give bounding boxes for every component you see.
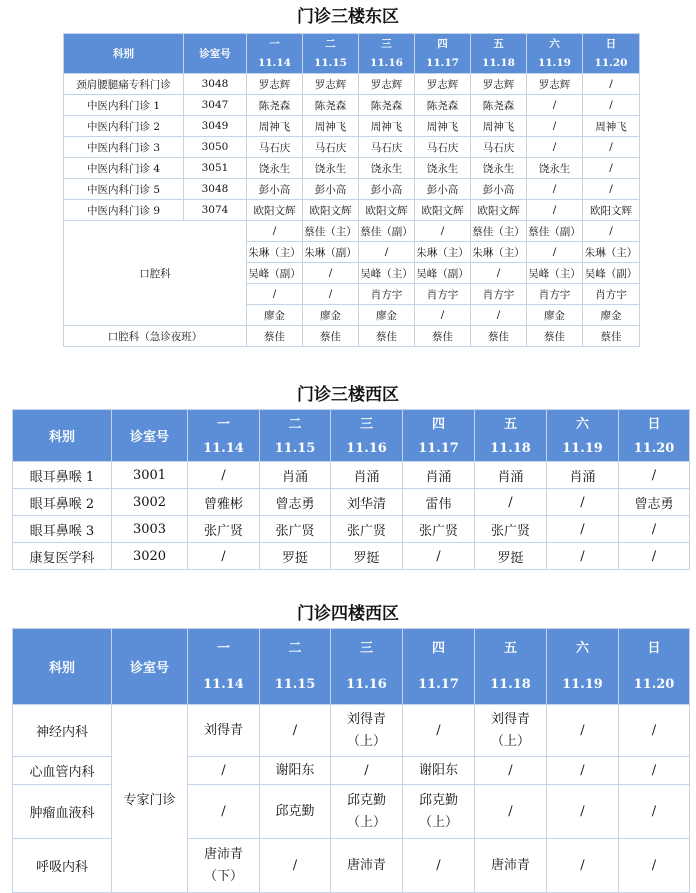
cell-line: （上） — [346, 814, 386, 830]
schedule-cell: 张广贤 — [331, 516, 403, 543]
schedule-cell: 朱琳（主） — [415, 242, 471, 263]
header-day: 一 — [188, 410, 260, 436]
schedule-cell: 周神飞 — [583, 116, 640, 137]
section-title-east3: 门诊三楼东区 — [297, 7, 399, 27]
schedule-cell: / — [527, 95, 583, 116]
schedule-cell: 蔡佳 — [303, 326, 359, 347]
schedule-cell: 张广贤 — [260, 516, 331, 543]
schedule-cell: 彭小高 — [247, 179, 303, 200]
schedule-cell: / — [547, 543, 619, 570]
schedule-cell: 周神飞 — [415, 116, 471, 137]
schedule-cell — [331, 839, 403, 893]
schedule-cell — [475, 757, 547, 785]
schedule-cell: 廖金 — [303, 305, 359, 326]
header-date: 11.17 — [415, 54, 471, 74]
schedule-cell: / — [619, 516, 690, 543]
schedule-cell: 肖方宇 — [359, 284, 415, 305]
schedule-cell — [188, 705, 260, 757]
schedule-cell: 廖金 — [359, 305, 415, 326]
schedule-cell: 朱琳（副） — [303, 242, 359, 263]
header-day: 六 — [547, 410, 619, 436]
cell-line: / — [436, 857, 441, 873]
schedule-cell: 饶永生 — [471, 158, 527, 179]
schedule-cell: / — [475, 489, 547, 516]
cell-line: 邱克勤 — [418, 792, 458, 808]
cell-line: （下） — [203, 868, 243, 884]
cell-line: 邱克勤 — [275, 803, 315, 819]
cell-line: 刘得青 — [490, 711, 530, 727]
cell-line: / — [292, 857, 298, 873]
schedule-cell: 肖方宇 — [415, 284, 471, 305]
schedule-cell — [260, 757, 331, 785]
dept-cell: 颈肩腰腿痛专科门诊 — [64, 74, 184, 95]
schedule-cell: / — [583, 95, 640, 116]
schedule-cell: 饶永生 — [415, 158, 471, 179]
table-row — [64, 221, 640, 242]
schedule-cell: / — [583, 179, 640, 200]
schedule-cell: 吴峰（主） — [359, 263, 415, 284]
schedule-cell: 蔡佳 — [359, 326, 415, 347]
schedule-table-west3 — [12, 409, 690, 570]
schedule-cell: / — [547, 489, 619, 516]
header-date: 11.14 — [188, 436, 260, 462]
schedule-cell: 吴峰（副） — [583, 263, 640, 284]
cell-line: / — [508, 803, 513, 819]
room-cell: 3047 — [184, 95, 247, 116]
schedule-cell: 周神飞 — [247, 116, 303, 137]
schedule-cell: / — [583, 74, 640, 95]
schedule-cell: / — [247, 221, 303, 242]
schedule-cell: / — [527, 137, 583, 158]
dept-cell: 口腔科（急诊夜班） — [64, 326, 247, 347]
schedule-cell: 雷伟 — [403, 489, 475, 516]
schedule-cell: / — [471, 263, 527, 284]
schedule-cell: 陈尧森 — [359, 95, 415, 116]
schedule-cell: 曾志勇 — [619, 489, 690, 516]
schedule-cell: / — [471, 305, 527, 326]
header-date: 11.19 — [547, 436, 619, 462]
cell-line: （上） — [490, 733, 530, 749]
schedule-cell: 肖涌 — [260, 462, 331, 489]
schedule-cell: / — [247, 284, 303, 305]
room-cell: 3051 — [184, 158, 247, 179]
schedule-cell: 罗挺 — [331, 543, 403, 570]
dept-cell: 眼耳鼻喉 2 — [13, 489, 112, 516]
header-day: 五 — [471, 34, 527, 54]
section-title-west3: 门诊三楼西区 — [297, 385, 399, 405]
header-day: 一 — [247, 34, 303, 54]
header-room: 诊室号 — [112, 629, 188, 705]
schedule-cell: 罗挺 — [260, 543, 331, 570]
schedule-cell — [547, 757, 619, 785]
room-cell: 3020 — [112, 543, 188, 570]
header-date: 11.16 — [359, 54, 415, 74]
section-title-west4: 门诊四楼西区 — [297, 604, 399, 624]
schedule-cell: 彭小高 — [359, 179, 415, 200]
schedule-cell: 廖金 — [247, 305, 303, 326]
schedule-cell: 蔡佳 — [527, 326, 583, 347]
table-row — [64, 326, 640, 347]
schedule-cell: 罗挺 — [475, 543, 547, 570]
schedule-cell: 罗志辉 — [415, 74, 471, 95]
room-cell: 3074 — [184, 200, 247, 221]
schedule-cell — [619, 705, 690, 757]
schedule-cell: / — [415, 305, 471, 326]
header-date: 11.20 — [619, 436, 690, 462]
schedule-cell: 罗志辉 — [527, 74, 583, 95]
cell-line: / — [221, 803, 226, 819]
schedule-cell: 朱琳（主） — [471, 242, 527, 263]
schedule-cell: 欧阳文辉 — [583, 200, 640, 221]
schedule-cell — [331, 785, 403, 839]
schedule-cell: 蔡佳 — [415, 326, 471, 347]
schedule-cell: 刘华清 — [331, 489, 403, 516]
header-day: 日 — [583, 34, 640, 54]
cell-line: （上） — [418, 814, 458, 830]
schedule-cell: / — [403, 543, 475, 570]
schedule-cell: 周神飞 — [471, 116, 527, 137]
schedule-cell: 朱琳（主） — [247, 242, 303, 263]
header-dept: 科别 — [13, 629, 112, 705]
schedule-cell: 罗志辉 — [303, 74, 359, 95]
header-day: 五 — [475, 629, 547, 665]
schedule-cell: 蔡佳 — [471, 326, 527, 347]
schedule-cell — [475, 785, 547, 839]
header-day: 四 — [403, 410, 475, 436]
schedule-cell: 蔡佳（副） — [527, 221, 583, 242]
schedule-cell: / — [619, 543, 690, 570]
room-cell: 3001 — [112, 462, 188, 489]
schedule-cell — [475, 705, 547, 757]
schedule-cell: 吴峰（副） — [247, 263, 303, 284]
header-day: 一 — [188, 629, 260, 665]
schedule-cell: / — [527, 179, 583, 200]
schedule-cell: 周神飞 — [359, 116, 415, 137]
schedule-cell: 欧阳文辉 — [247, 200, 303, 221]
schedule-cell: 彭小高 — [415, 179, 471, 200]
schedule-cell — [260, 839, 331, 893]
schedule-cell — [619, 757, 690, 785]
header-room: 诊室号 — [112, 410, 188, 462]
header-day: 二 — [260, 410, 331, 436]
cell-line: / — [580, 803, 585, 819]
room-cell: 3049 — [184, 116, 247, 137]
dept-cell: 中医内科门诊 2 — [64, 116, 184, 137]
schedule-cell: 廖金 — [583, 305, 640, 326]
schedule-table-east3 — [63, 33, 640, 347]
header-date: 11.20 — [583, 54, 640, 74]
header-day: 三 — [359, 34, 415, 54]
cell-line: / — [436, 722, 441, 738]
schedule-cell — [331, 705, 403, 757]
dept-cell: 心血管内科 — [13, 757, 112, 785]
dept-cell: 肿瘤血液科 — [13, 785, 112, 839]
schedule-cell — [188, 839, 260, 893]
dept-cell: 中医内科门诊 4 — [64, 158, 184, 179]
header-date: 11.14 — [188, 665, 260, 705]
schedule-cell: 饶永生 — [359, 158, 415, 179]
cell-line: / — [580, 762, 585, 778]
header-date: 11.17 — [403, 436, 475, 462]
schedule-cell: 吴峰（副） — [415, 263, 471, 284]
room-cell: 3003 — [112, 516, 188, 543]
cell-line: / — [221, 762, 226, 778]
header-date: 11.19 — [547, 665, 619, 705]
schedule-cell: / — [583, 158, 640, 179]
header-date: 11.18 — [471, 54, 527, 74]
schedule-cell: 曾雅彬 — [188, 489, 260, 516]
schedule-cell: 肖方宇 — [471, 284, 527, 305]
cell-line: （上） — [346, 733, 386, 749]
header-day: 二 — [303, 34, 359, 54]
schedule-cell — [188, 757, 260, 785]
schedule-cell: 陈尧森 — [247, 95, 303, 116]
schedule-cell: 马石庆 — [247, 137, 303, 158]
table-row — [64, 200, 640, 221]
dept-cell: 中医内科门诊 1 — [64, 95, 184, 116]
cell-line: / — [651, 803, 657, 819]
dept-cell: 中医内科门诊 9 — [64, 200, 184, 221]
schedule-table-west4 — [12, 628, 690, 893]
header-date: 11.15 — [260, 665, 331, 705]
table-row — [13, 705, 690, 757]
schedule-cell — [260, 705, 331, 757]
schedule-cell — [260, 785, 331, 839]
schedule-cell: 张广贤 — [475, 516, 547, 543]
header-date: 11.19 — [527, 54, 583, 74]
schedule-cell: 廖金 — [527, 305, 583, 326]
table-row — [64, 179, 640, 200]
schedule-cell: 陈尧森 — [303, 95, 359, 116]
schedule-cell: 蔡佳（主） — [471, 221, 527, 242]
schedule-cell: 张广贤 — [403, 516, 475, 543]
header-day: 三 — [331, 629, 403, 665]
header-date: 11.16 — [331, 665, 403, 705]
room-cell: 3048 — [184, 179, 247, 200]
schedule-cell: / — [359, 242, 415, 263]
header-dept: 科别 — [13, 410, 112, 462]
cell-line: / — [580, 857, 585, 873]
schedule-cell: 张广贤 — [188, 516, 260, 543]
room-cell: 3048 — [184, 74, 247, 95]
schedule-cell: 饶永生 — [303, 158, 359, 179]
table-row — [64, 74, 640, 95]
room-cell: 3002 — [112, 489, 188, 516]
schedule-cell: / — [527, 116, 583, 137]
schedule-cell: 饶永生 — [527, 158, 583, 179]
cell-line: 唐沛青 — [490, 857, 530, 873]
schedule-cell: 欧阳文辉 — [471, 200, 527, 221]
schedule-cell: 马石庆 — [359, 137, 415, 158]
cell-line: 刘得青 — [203, 722, 243, 738]
schedule-cell: 陈尧森 — [415, 95, 471, 116]
cell-line: 邱克勤 — [346, 792, 386, 808]
schedule-cell: 罗志辉 — [471, 74, 527, 95]
header-room: 诊室号 — [184, 34, 247, 74]
schedule-cell: 肖涌 — [403, 462, 475, 489]
header-date: 11.18 — [475, 436, 547, 462]
header-date: 11.20 — [619, 665, 690, 705]
schedule-cell: 周神飞 — [303, 116, 359, 137]
schedule-cell: 肖涌 — [475, 462, 547, 489]
schedule-cell: / — [619, 462, 690, 489]
table-row — [64, 158, 640, 179]
cell-line: / — [364, 762, 369, 778]
schedule-cell: / — [188, 543, 260, 570]
schedule-cell — [547, 785, 619, 839]
header-day: 四 — [415, 34, 471, 54]
dept-cell: 中医内科门诊 5 — [64, 179, 184, 200]
dept-cell: 神经内科 — [13, 705, 112, 757]
schedule-cell: 蔡佳（主） — [303, 221, 359, 242]
schedule-cell: 陈尧森 — [471, 95, 527, 116]
dept-cell: 康复医学科 — [13, 543, 112, 570]
table-row — [64, 116, 640, 137]
schedule-cell — [403, 705, 475, 757]
cell-line: 唐沛青 — [346, 857, 386, 873]
room-cell: 3050 — [184, 137, 247, 158]
dept-cell: 口腔科 — [64, 221, 247, 326]
header-date: 11.18 — [475, 665, 547, 705]
header-day: 六 — [527, 34, 583, 54]
dept-cell: 眼耳鼻喉 1 — [13, 462, 112, 489]
schedule-cell: 蔡佳 — [583, 326, 640, 347]
schedule-cell: / — [583, 221, 640, 242]
schedule-cell — [403, 839, 475, 893]
header-date: 11.14 — [247, 54, 303, 74]
header-day: 五 — [475, 410, 547, 436]
header-day: 日 — [619, 410, 690, 436]
cell-line: / — [580, 722, 585, 738]
schedule-cell: 马石庆 — [415, 137, 471, 158]
table-row — [13, 516, 690, 543]
schedule-cell: 罗志辉 — [359, 74, 415, 95]
schedule-cell: 朱琳（主） — [583, 242, 640, 263]
dept-cell: 眼耳鼻喉 3 — [13, 516, 112, 543]
header-day: 二 — [260, 629, 331, 665]
header-dept: 科别 — [64, 34, 184, 74]
schedule-cell — [547, 705, 619, 757]
schedule-cell — [619, 839, 690, 893]
schedule-cell — [403, 757, 475, 785]
schedule-cell: 饶永生 — [247, 158, 303, 179]
table-row — [13, 462, 690, 489]
header-date: 11.17 — [403, 665, 475, 705]
schedule-cell — [619, 785, 690, 839]
schedule-cell: / — [303, 284, 359, 305]
schedule-cell: 曾志勇 — [260, 489, 331, 516]
schedule-cell: / — [188, 462, 260, 489]
table-row — [13, 543, 690, 570]
schedule-cell: 欧阳文辉 — [359, 200, 415, 221]
schedule-cell: 欧阳文辉 — [415, 200, 471, 221]
header-date: 11.15 — [303, 54, 359, 74]
schedule-cell — [475, 839, 547, 893]
dept-cell: 呼吸内科 — [13, 839, 112, 893]
schedule-cell: 肖涌 — [331, 462, 403, 489]
dept-cell: 中医内科门诊 3 — [64, 137, 184, 158]
schedule-cell: 蔡佳（副） — [359, 221, 415, 242]
cell-line: / — [292, 722, 298, 738]
cell-line: / — [508, 762, 513, 778]
schedule-cell: 肖方宇 — [527, 284, 583, 305]
schedule-cell: 马石庆 — [471, 137, 527, 158]
schedule-cell: 肖涌 — [547, 462, 619, 489]
schedule-cell: 吴峰（主） — [527, 263, 583, 284]
schedule-cell: 蔡佳 — [247, 326, 303, 347]
cell-line: 唐沛青 — [203, 846, 243, 862]
table-row — [13, 489, 690, 516]
cell-line: 谢阳东 — [418, 762, 458, 778]
schedule-cell: / — [547, 516, 619, 543]
header-day: 四 — [403, 629, 475, 665]
schedule-cell — [331, 757, 403, 785]
cell-line: / — [651, 857, 657, 873]
schedule-cell: / — [415, 221, 471, 242]
schedule-cell: / — [527, 200, 583, 221]
cell-line: 刘得青 — [346, 711, 386, 727]
schedule-cell: 肖方宇 — [583, 284, 640, 305]
header-date: 11.16 — [331, 436, 403, 462]
schedule-cell: 马石庆 — [303, 137, 359, 158]
schedule-cell: / — [303, 263, 359, 284]
header-date: 11.15 — [260, 436, 331, 462]
header-day: 日 — [619, 629, 690, 665]
header-day: 六 — [547, 629, 619, 665]
header-day: 三 — [331, 410, 403, 436]
cell-line: / — [651, 762, 657, 778]
schedule-cell: 罗志辉 — [247, 74, 303, 95]
cell-line: / — [651, 722, 657, 738]
room-cell: 专家门诊 — [112, 705, 188, 893]
schedule-cell — [403, 785, 475, 839]
table-row — [64, 95, 640, 116]
table-row — [64, 137, 640, 158]
schedule-cell: 彭小高 — [471, 179, 527, 200]
schedule-cell — [188, 785, 260, 839]
schedule-cell: / — [583, 137, 640, 158]
schedule-cell: / — [527, 242, 583, 263]
schedule-cell — [547, 839, 619, 893]
schedule-cell: 彭小高 — [303, 179, 359, 200]
schedule-cell: 欧阳文辉 — [303, 200, 359, 221]
cell-line: 谢阳东 — [275, 762, 315, 778]
